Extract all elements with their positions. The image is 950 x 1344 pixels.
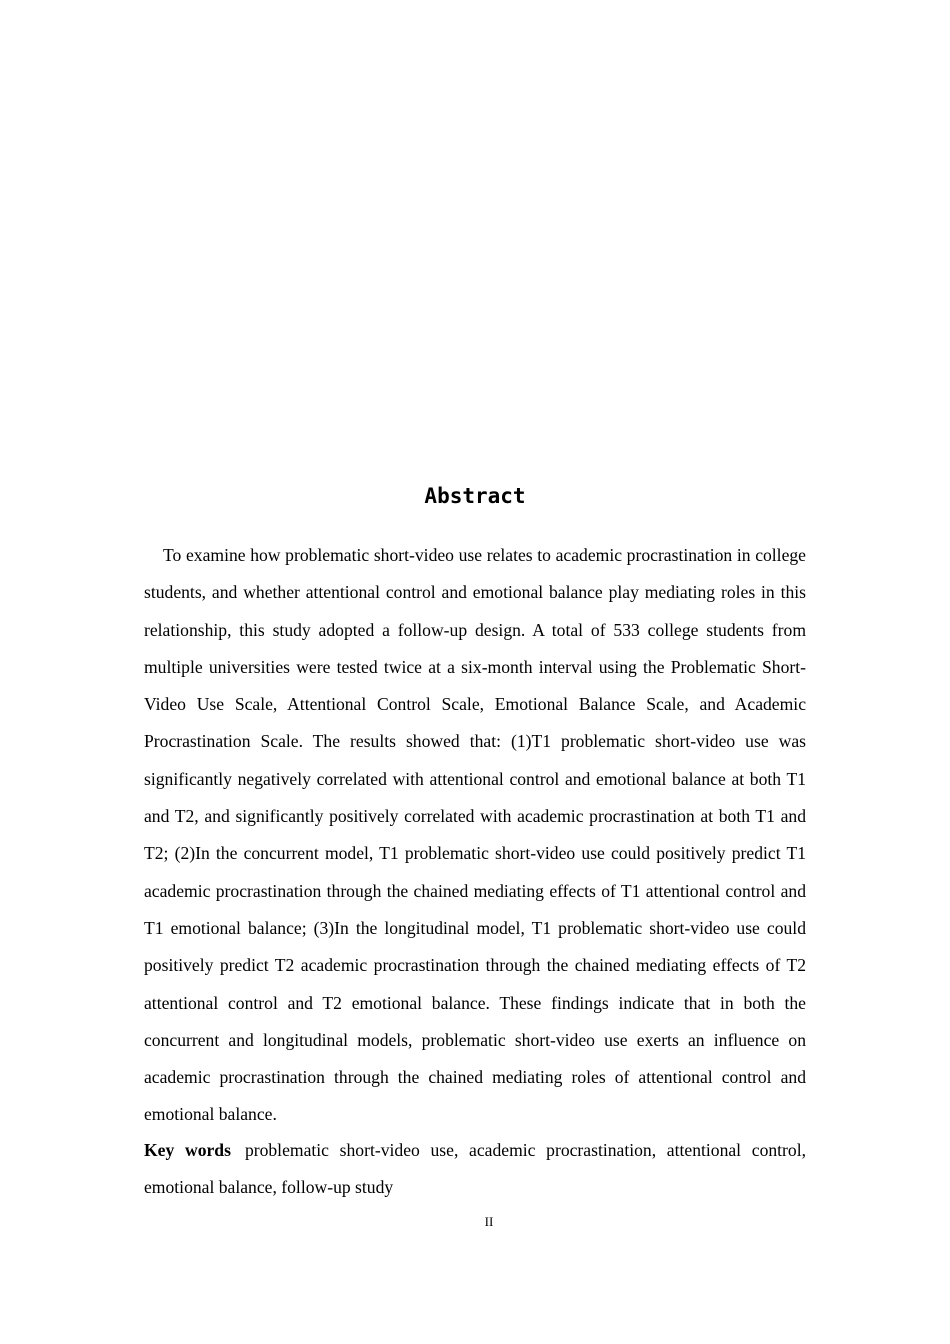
abstract-body: To examine how problematic short-video use relates to academic procrastination in college students, and whether attentional control and emotional balance play mediating roles in this relationship, this study adopted a follow-up design. A total of 533 college students from multiple universities were tested twice at a six-month interval using the Problematic Short-Video Use Scale, Attentional Control Scale, Emotional Balance Scale, and Academic Procrastination Scale. The results showed that: (1)T1 problematic short-video use was significantly negatively correlated with attentional control and emotional balance at both T1 and T2, and significantly positively correlated with academic procrastination at both T1 and T2; (2)In the concurrent model, T1 problematic short-video use could positively predict T1 academic procrastination through the chained mediating effects of T1 attentional control and T1 emotional balance; (3)In the longitudinal model, T1 problematic short-video use could positively predict T2 academic procrastination through the chained mediating effects of T2 attentional control and T2 emotional balance. These findings indicate that in both the concurrent and longitudinal models, problematic short-video use exerts an influence on academic procrastination through the chained mediating roles of attentional control and emotional balance. [144,545,806,1125]
keywords-label: Key words [144,1140,231,1160]
page-number: II [484,1214,494,1229]
keywords-text: problematic short-video use, academic procrastination, attentional control, emotional balance, follow-up study [144,1140,806,1198]
keywords-line [144,1132,806,1207]
abstract-title: Abstract [424,484,526,508]
